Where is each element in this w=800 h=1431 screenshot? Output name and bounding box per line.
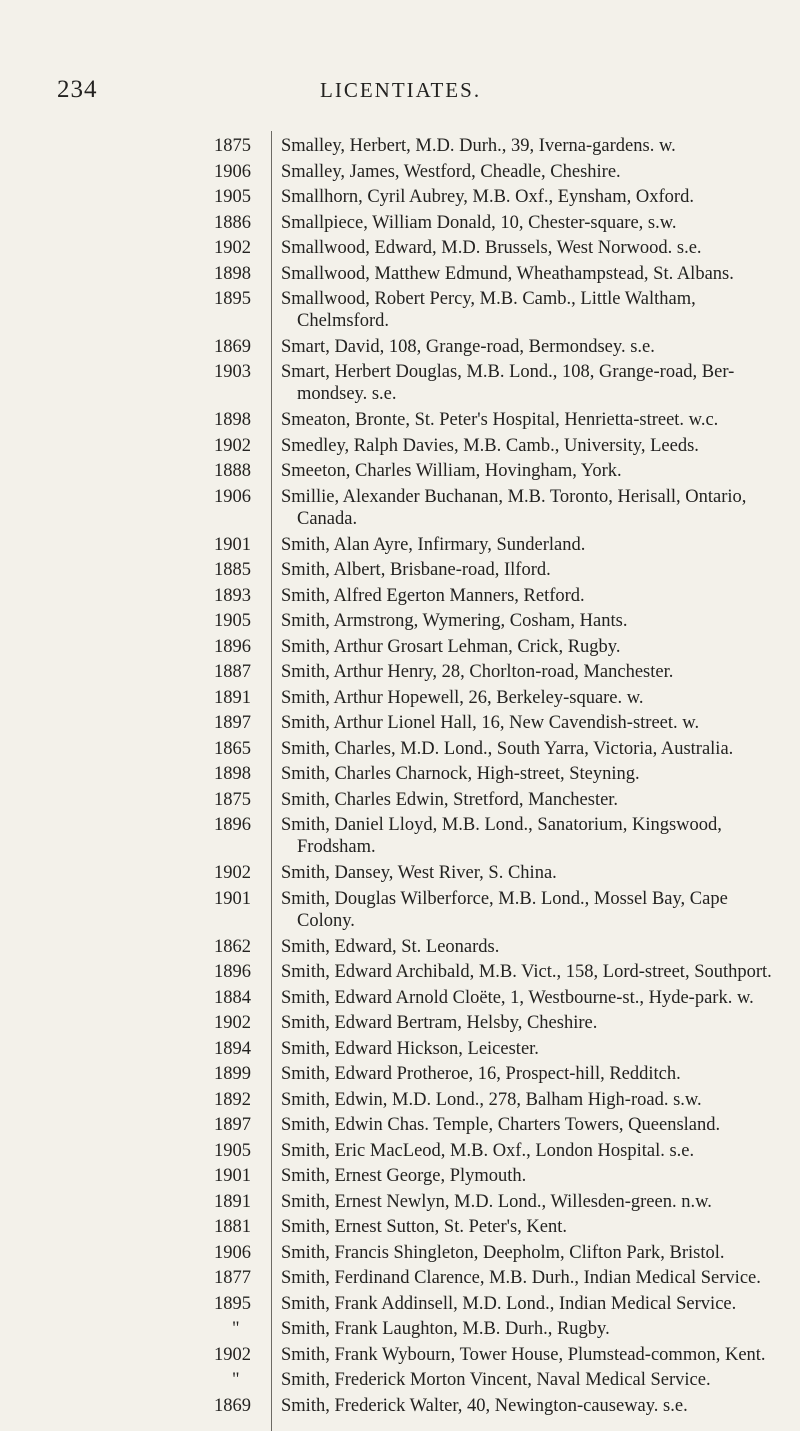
entry-year: 1895 [214,289,251,309]
entry-line: Smith, Frank Wybourn, Tower House, Plumstead-common, Kent. [281,1344,766,1365]
entry-continuation: Canada. [297,508,358,529]
entry-year: 1893 [214,585,251,606]
entry-text [281,534,786,556]
entry-text [281,460,786,482]
entry-year: 1897 [214,1115,251,1135]
entry-line: Smith, Frederick Morton Vincent, Naval Medical Service. [281,1370,711,1390]
entry-year: 1902 [214,435,251,456]
entry-line: Smith, Ernest George, Plymouth. [281,1166,527,1186]
entry-line: Smallpiece, William Donald, 10, Chester-square, s.w. [281,212,677,233]
entry-year: 1862 [214,936,251,957]
entry-year: 1875 [214,136,251,156]
entry-line: Smith, Ferdinand Clarence, M.B. Durh., Indian Medical Service. [281,1268,761,1288]
entry-text [281,263,786,285]
entry-line: Smith, Charles Edwin, Stretford, Manchester. [281,789,619,810]
entry-year: 1902 [214,863,251,884]
entry-year: 1902 [214,238,251,258]
entry-line: Smallhorn, Cyril Aubrey, M.B. Oxf., Eynsham, Oxford. [281,187,694,207]
entry-line: Smedley, Ralph Davies, M.B. Camb., University, Leeds. [281,435,699,456]
entry-text [281,237,786,259]
entry-text [281,1191,786,1213]
running-head: LICENTIATES. [320,78,482,102]
entry-text [281,1114,786,1136]
entry-year: 1898 [214,263,251,284]
entry-line: Smith, Alan Ayre, Infirmary, Sunderland. [281,534,586,555]
entry-year: 1865 [214,738,251,759]
entry-line: Smith, Frank Addinsell, M.D. Lond., Indian Medical Service. [281,1293,737,1314]
entry-continuation: Chelmsford. [297,311,389,331]
entry-year: 1906 [214,486,251,507]
entry-text [281,987,786,1009]
entry-line: Smith, Albert, Brisbane-road, Ilford. [281,560,551,581]
entry-line: Smith, Frederick Walter, 40, Newington-causeway. s.e. [281,1395,688,1416]
entry-continuation: Colony. [297,910,355,931]
entry-text [281,1038,786,1060]
entry-year: 1885 [214,560,251,581]
entry-text [281,1063,786,1085]
entry-line: Smith, Eric MacLeod, M.B. Oxf., London Hospital. s.e. [281,1140,695,1161]
entry-year: " [232,1319,240,1339]
entry-line: Smillie, Alexander Buchanan, M.B. Toronto, Herisall, Ontario, [281,486,747,507]
entry-year: " [232,1370,240,1390]
entry-year: 1901 [214,534,251,555]
entry-line: Smith, Edwin Chas. Temple, Charters Towers, Queensland. [281,1115,721,1135]
entry-text [281,186,786,208]
entry-text [281,712,786,734]
entry-text [281,763,786,785]
entry-text [281,936,786,958]
entry-text [281,1165,786,1187]
entry-line: Smith, Edward Bertram, Helsby, Cheshire. [281,1013,598,1033]
entry-line: Smart, Herbert Douglas, M.B. Lond., 108, Grange-road, Ber- [281,362,735,383]
entry-line: Smith, Edward Arnold Cloëte, 1, Westbourne-st., Hyde-park. w. [281,987,754,1008]
entry-text [281,486,786,530]
entry-text [281,1318,786,1340]
entry-text [281,435,786,457]
entry-year: 1899 [214,1064,251,1084]
entry-line: Smith, Ernest Newlyn, M.D. Lond., Willesden-green. n.w. [281,1191,712,1212]
entry-year: 1896 [214,636,251,657]
entry-line: Smith, Arthur Hopewell, 26, Berkeley-square. w. [281,687,644,708]
entry-line: Smalley, Herbert, M.D. Durh., 39, Iverna-gardens. w. [281,136,676,156]
entry-year: 1898 [214,410,251,431]
entry-text [281,212,786,234]
entry-line: Smith, Daniel Lloyd, M.B. Lond., Sanatorium, Kingswood, [281,815,722,836]
entry-text [281,636,786,658]
entry-line: Smith, Dansey, West River, S. China. [281,863,557,884]
entry-continuation: Frodsham. [297,837,376,858]
entry-year: 1898 [214,764,251,785]
page-header [0,76,800,116]
entry-line: Smith, Charles, M.D. Lond., South Yarra, Victoria, Australia. [281,738,734,759]
entry-line: Smith, Edward Archibald, M.B. Vict., 158, Lord-street, Southport. [281,962,772,982]
entry-year: 1897 [214,713,251,734]
entry-year: 1894 [214,1038,251,1059]
entry-year: 1875 [214,789,251,810]
entry-text [281,361,786,405]
entry-year: 1888 [214,461,251,482]
entry-line: Smith, Edward, St. Leonards. [281,936,500,957]
entry-text [281,862,786,884]
entry-year: 1886 [214,212,251,233]
column-divider [271,131,272,1431]
entry-text [281,888,786,932]
entry-line: Smith, Edward Hickson, Leicester. [281,1038,539,1059]
entry-year: 1905 [214,1140,251,1161]
entry-text [281,135,786,157]
entry-year: 1891 [214,1191,251,1212]
entry-line: Smith, Edward Protheroe, 16, Prospect-hill, Redditch. [281,1064,681,1084]
entry-year: 1884 [214,987,251,1008]
entry-line: Smeeton, Charles William, Hovingham, York. [281,461,622,482]
entry-text [281,1242,786,1264]
entry-text [281,738,786,760]
entry-year: 1891 [214,687,251,708]
entry-year: 1905 [214,611,251,632]
entry-text [281,610,786,632]
entry-line: Smallwood, Robert Percy, M.B. Camb., Little Waltham, [281,289,696,309]
entry-year: 1877 [214,1268,251,1288]
entry-line: Smith, Edwin, M.D. Lond., 278, Balham High-road. s.w. [281,1089,702,1110]
entry-text [281,1089,786,1111]
entry-line: Smallwood, Edward, M.D. Brussels, West Norwood. s.e. [281,238,702,258]
entry-continuation: mondsey. s.e. [297,384,397,405]
page-number: 234 [57,76,98,103]
entry-line: Smart, David, 108, Grange-road, Bermondsey. s.e. [281,336,655,357]
entry-text [281,161,786,183]
entry-year: 1901 [214,1166,251,1186]
entry-year: 1905 [214,187,251,207]
entry-year: 1869 [214,336,251,357]
entry-text [281,687,786,709]
entry-text [281,1344,786,1366]
entry-text [281,336,786,358]
entry-line: Smallwood, Matthew Edmund, Wheathampstead, St. Albans. [281,263,734,284]
entry-text [281,814,786,858]
entry-text [281,1369,786,1391]
entry-year: 1902 [214,1344,251,1365]
entry-year: 1896 [214,815,251,836]
entry-line: Smith, Alfred Egerton Manners, Retford. [281,585,585,606]
entry-text [281,1216,786,1238]
entry-text [281,1012,786,1034]
entry-year: 1887 [214,662,251,683]
entry-text [281,288,786,332]
entry-year: 1903 [214,362,251,383]
entry-text [281,661,786,683]
entry-line: Smith, Charles Charnock, High-street, Steyning. [281,764,640,785]
entry-line: Smith, Francis Shingleton, Deepholm, Clifton Park, Bristol. [281,1242,725,1263]
entry-text [281,409,786,431]
entry-line: Smith, Ernest Sutton, St. Peter's, Kent. [281,1217,567,1237]
entry-year: 1902 [214,1013,251,1033]
entry-year: 1906 [214,1242,251,1263]
entry-year: 1895 [214,1293,251,1314]
entry-line: Smeaton, Bronte, St. Peter's Hospital, Henrietta-street. w.c. [281,410,719,431]
entry-year: 1881 [214,1217,251,1237]
entry-line: Smith, Armstrong, Wymering, Cosham, Hants. [281,611,628,632]
entry-text [281,1267,786,1289]
entry-year: 1896 [214,962,251,982]
entry-line: Smith, Douglas Wilberforce, M.B. Lond., Mossel Bay, Cape [281,888,728,909]
entry-year: 1892 [214,1089,251,1110]
entry-text [281,961,786,983]
entry-text [281,1293,786,1315]
entry-line: Smith, Arthur Grosart Lehman, Crick, Rugby. [281,636,621,657]
entry-line: Smith, Arthur Lionel Hall, 16, New Cavendish-street. w. [281,713,700,734]
entry-year: 1901 [214,888,251,909]
entry-line: Smith, Arthur Henry, 28, Chorlton-road, Manchester. [281,662,674,683]
entry-line: Smalley, James, Westford, Cheadle, Cheshire. [281,161,621,182]
entry-line: Smith, Frank Laughton, M.B. Durh., Rugby. [281,1319,610,1339]
entry-text [281,1140,786,1162]
entry-year: 1869 [214,1395,251,1416]
entry-text [281,559,786,581]
entry-year: 1906 [214,161,251,182]
entry-text [281,585,786,607]
entry-text [281,789,786,811]
entry-text [281,1395,786,1417]
